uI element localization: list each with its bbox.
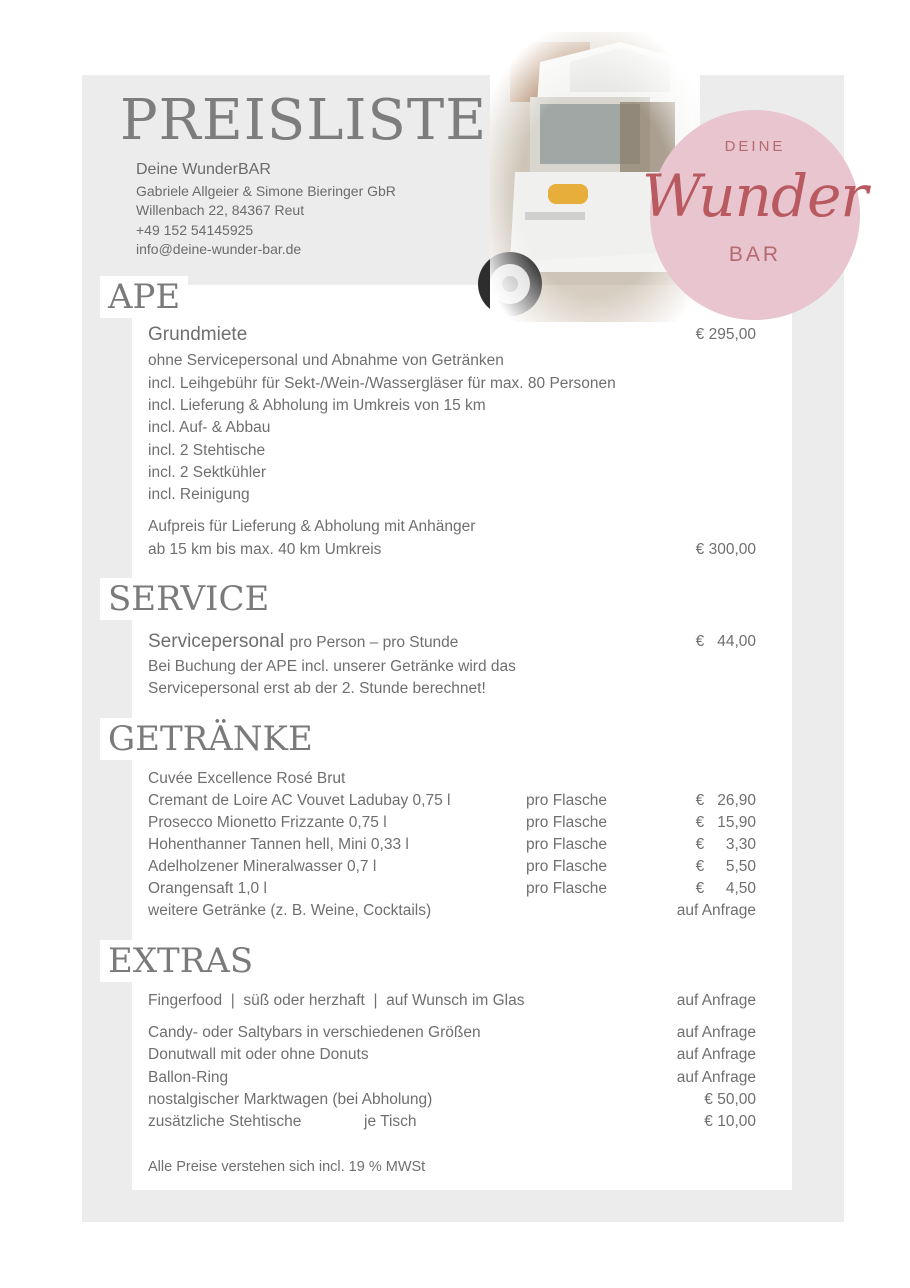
list-item: incl. Lieferung & Abholung im Umkreis von 15 km <box>148 397 486 414</box>
drink-price: € 3,30 <box>695 836 756 853</box>
drink-name: Cuvée Excellence Rosé Brut <box>148 770 346 787</box>
drink-unit: pro Flasche <box>526 880 607 897</box>
address-block <box>136 160 396 260</box>
list-item: incl. 2 Stehtische <box>148 442 266 459</box>
ape-extra-label: ab 15 km bis max. 40 km Umkreis <box>148 541 382 558</box>
extra-price: auf Anfrage <box>676 1046 756 1063</box>
extra-row <box>148 1022 756 1044</box>
drink-unit: pro Flasche <box>526 836 607 853</box>
ape-base-row <box>148 324 756 346</box>
list-item: ohne Servicepersonal und Abnahme von Getränken <box>148 352 504 369</box>
ape-base-label: Grundmiete <box>148 324 248 345</box>
drink-price: € 26,90 <box>695 792 756 809</box>
list-item: incl. Reinigung <box>148 486 250 503</box>
extra-row <box>148 1044 756 1066</box>
drink-name: Orangensaft 1,0 l <box>148 880 267 897</box>
extra-row <box>148 1067 756 1089</box>
ape-extra-line: Aufpreis für Lieferung & Abholung mit Anhänger <box>148 518 476 535</box>
phone: +49 152 54145925 <box>136 221 254 238</box>
extra-price: € 10,00 <box>704 1113 756 1130</box>
section-heading-service: SERVICE <box>100 578 277 620</box>
ape-extra-row <box>148 539 756 561</box>
extra-row <box>148 1111 756 1133</box>
service-note: Servicepersonal erst ab der 2. Stunde berechnet! <box>148 680 486 697</box>
extra-name: Candy- oder Saltybars in verschiedenen Größen <box>148 1024 481 1041</box>
drink-unit: pro Flasche <box>526 858 607 875</box>
service-price: € 44,00 <box>695 633 756 650</box>
service-label: Servicepersonal <box>148 631 285 652</box>
drink-row <box>148 790 756 812</box>
street: Willenbach 22, 84367 Reut <box>136 202 305 218</box>
drink-name: Adelholzener Mineralwasser 0,7 l <box>148 858 377 875</box>
drink-row <box>148 834 756 856</box>
extra-name: Fingerfood | süß oder herzhaft | auf Wunsch im Glas <box>148 992 525 1009</box>
section-heading-extras: EXTRAS <box>100 940 261 982</box>
extra-row <box>148 990 756 1012</box>
drink-row <box>148 900 756 922</box>
extra-name: zusätzliche Stehtische <box>148 1113 302 1130</box>
page-title: PREISLISTE <box>120 88 488 153</box>
logo-top-text: DEINE <box>724 138 786 155</box>
vat-footnote: Alle Preise verstehen sich incl. 19 % MWSt <box>148 1159 426 1175</box>
extra-name: Ballon-Ring <box>148 1069 229 1086</box>
ape-base-price: € 295,00 <box>695 326 756 343</box>
drink-name: Cremant de Loire AC Vouvet Ladubay 0,75 l <box>148 792 451 809</box>
extra-price: auf Anfrage <box>676 1069 756 1086</box>
drink-unit: pro Flasche <box>526 814 607 831</box>
list-item: incl. Auf- & Abbau <box>148 419 271 436</box>
extra-row <box>148 1089 756 1111</box>
email: info@deine-wunder-bar.de <box>136 241 302 257</box>
drink-name: Hohenthanner Tannen hell, Mini 0,33 l <box>148 836 409 853</box>
section-heading-ape: APE <box>100 276 188 318</box>
extra-sub: je Tisch <box>364 1113 417 1130</box>
logo-bottom-text: BAR <box>728 243 782 266</box>
extra-price: auf Anfrage <box>676 1024 756 1041</box>
extra-price: € 50,00 <box>704 1091 756 1108</box>
drink-row <box>148 812 756 834</box>
service-unit: pro Person – pro Stunde <box>289 634 459 651</box>
list-item: incl. Leihgebühr für Sekt-/Wein-/Wassergläser für max. 80 Personen <box>148 375 616 392</box>
extra-name: Donutwall mit oder ohne Donuts <box>148 1046 369 1063</box>
list-item: incl. 2 Sektkühler <box>148 464 267 481</box>
wunderbar-logo <box>642 110 868 320</box>
drink-row <box>148 878 756 900</box>
logo-script-text: Wunder <box>642 162 868 230</box>
drink-row <box>148 768 756 790</box>
drink-unit: pro Flasche <box>526 792 607 809</box>
service-note: Bei Buchung der APE incl. unserer Getränke wird das <box>148 658 516 675</box>
drink-price: € 15,90 <box>695 814 756 831</box>
drink-price: auf Anfrage <box>676 902 756 919</box>
extra-name: nostalgischer Marktwagen (bei Abholung) <box>148 1091 433 1108</box>
ape-extra-price: € 300,00 <box>695 541 756 558</box>
drink-row <box>148 856 756 878</box>
extra-price: auf Anfrage <box>676 992 756 1009</box>
drink-name: weitere Getränke (z. B. Weine, Cocktails) <box>148 902 432 919</box>
owners: Gabriele Allgeier & Simone Bieringer GbR <box>136 182 396 199</box>
company-name: Deine WunderBAR <box>136 161 271 178</box>
drink-name: Prosecco Mionetto Frizzante 0,75 l <box>148 814 387 831</box>
drink-price: € 5,50 <box>695 858 756 875</box>
service-row <box>148 631 756 654</box>
drink-price: € 4,50 <box>695 880 756 897</box>
section-heading-drinks: GETRÄNKE <box>100 718 321 760</box>
